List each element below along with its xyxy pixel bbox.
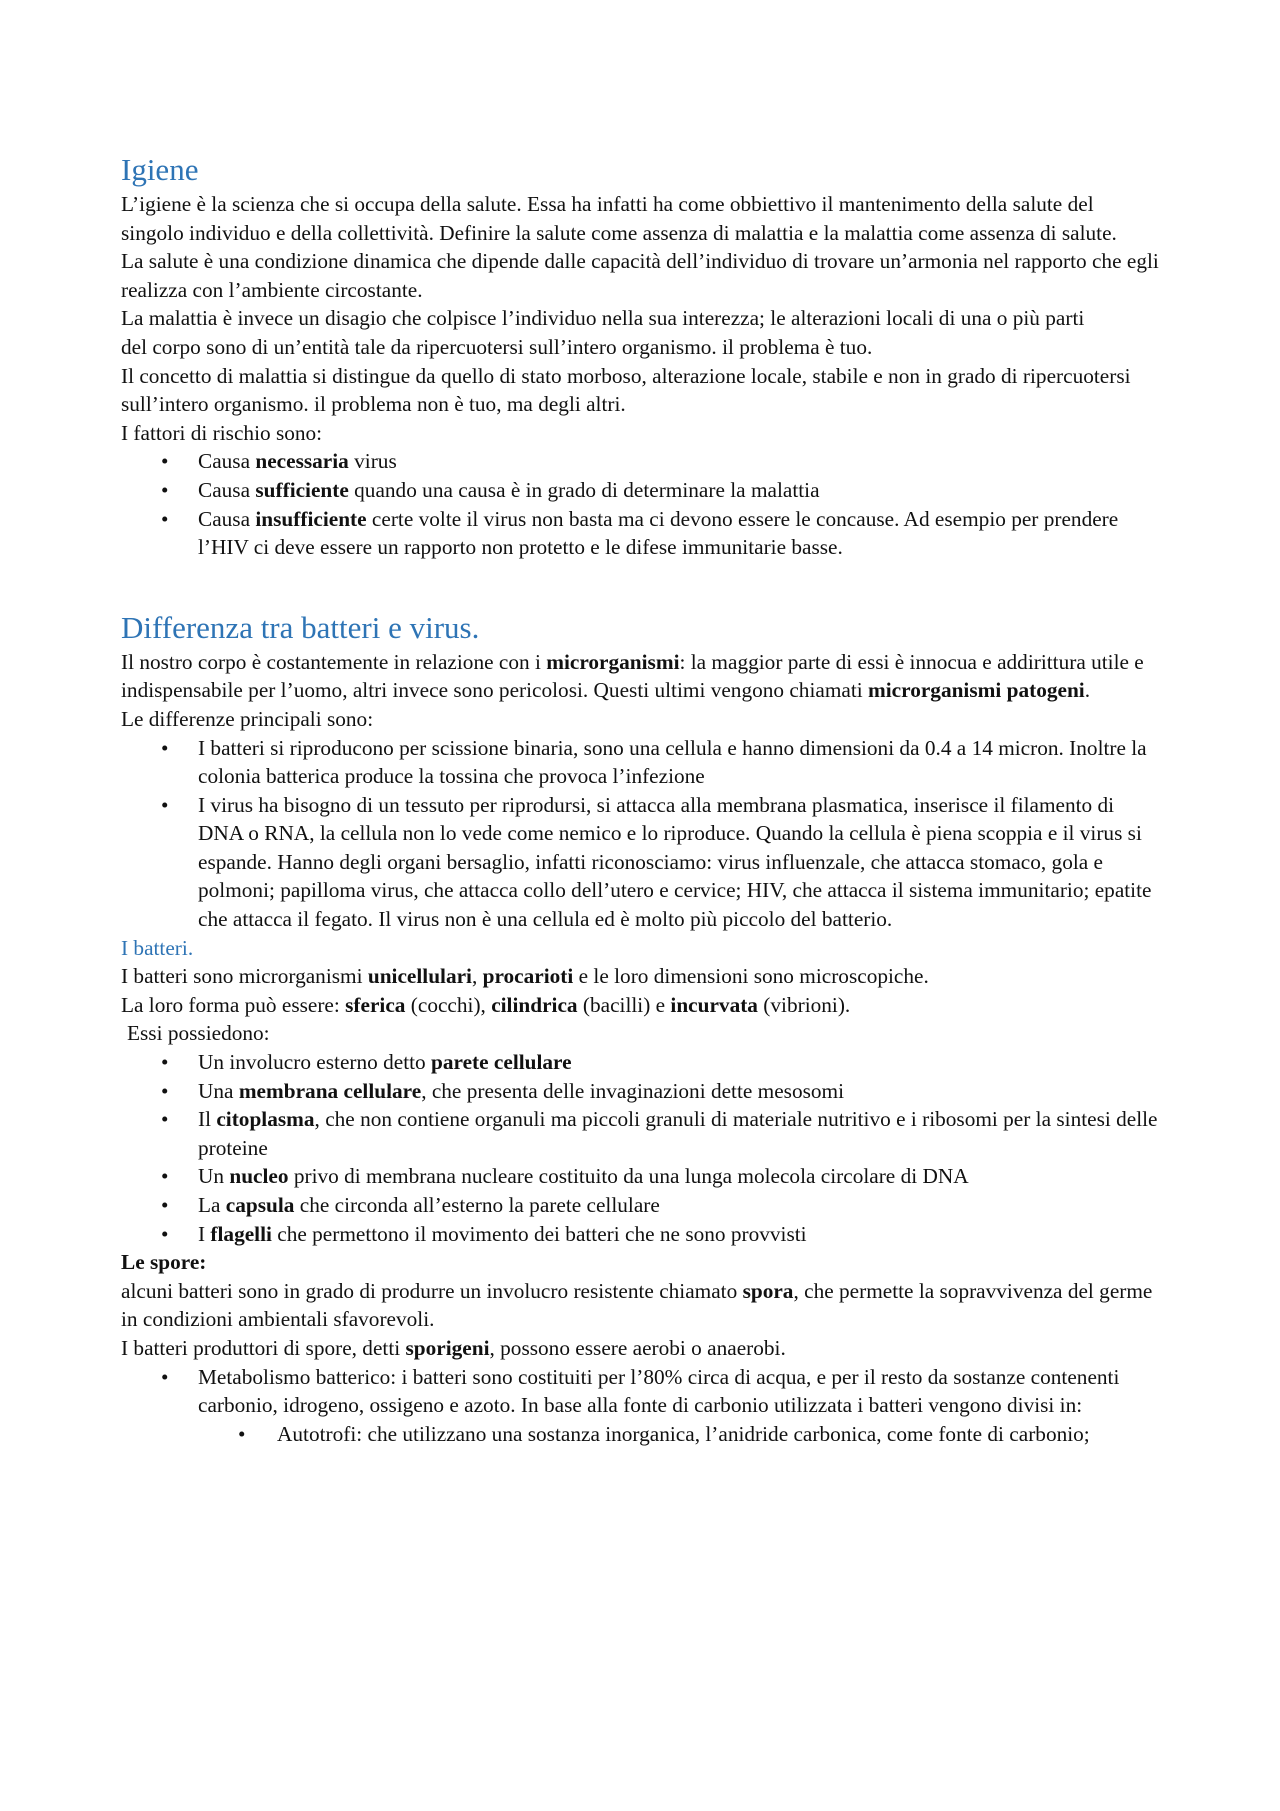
paragraph-igiene-definition: L’igiene è la scienza che si occupa della salute. Essa ha infatti ha come obbiettivo il mantenimento della salute del singolo individuo e della collettività. Definire la salute come assenza di malattia e la malattia come assenza di salute. — [121, 192, 1117, 245]
list-item: • Metabolismo batterico: i batteri sono costituiti per l’80% circa di acqua, e per il resto da sostanze contenenti carbonio, idrogeno, ossigeno e azoto. In base alla fonte di carbonio utilizzata i batteri vengono divisi in: — [121, 1363, 1160, 1420]
text-run: I batteri produttori di spore, detti — [121, 1335, 406, 1360]
list-item-bold: membrana cellulare — [238, 1078, 422, 1103]
list-item-text: che permettono il movimento dei batteri che ne sono provvisti — [271, 1221, 807, 1246]
bold-run: microrganismi — [546, 649, 680, 674]
list-item-text: virus — [348, 449, 397, 474]
list-item — [121, 1048, 1160, 1077]
list-item-text: , che non contiene organuli ma piccoli granuli di materiale nutritivo e i ribosomi per la sintesi delle proteine — [198, 1107, 1158, 1160]
bold-run: spora — [742, 1278, 794, 1303]
list-item-text: Il — [198, 1107, 217, 1132]
text-run: , — [471, 964, 483, 989]
text-run: Il nostro corpo è costantemente in relazione con i — [121, 649, 547, 674]
paragraph-malattia-continued: del corpo sono di un’entità tale da ripercuotersi sull’intero organismo. il problema è tuo. — [121, 334, 873, 359]
text-run: , possono essere aerobi o anaerobi. — [489, 1335, 786, 1360]
bold-run: Le spore: — [121, 1250, 207, 1275]
list-item-bold: insufficiente — [255, 506, 367, 531]
text-run: (vibrioni). — [757, 992, 851, 1017]
list-item — [121, 505, 1160, 562]
text-run: . — [1084, 678, 1091, 703]
paragraph-batteri-unicellulari — [121, 962, 1160, 991]
text-run: La loro forma può essere: — [121, 992, 346, 1017]
list-item — [121, 1105, 1160, 1162]
text-run: (bacilli) e — [577, 992, 671, 1017]
bacteria-parts-list — [121, 1048, 1160, 1248]
paragraph-microrganismi — [121, 648, 1160, 705]
list-item — [121, 1220, 1160, 1249]
heading-igiene: Igiene — [121, 152, 199, 187]
paragraph-salute: La salute è una condizione dinamica che dipende dalle capacità dell’individuo di trovare un’armonia nel rapporto che egli realizza con l’ambiente circostante. — [121, 249, 1159, 302]
paragraph-fattori-rischio: I fattori di rischio sono: — [121, 420, 323, 445]
text-run: alcuni batteri sono in grado di produrre un involucro resistente chiamato — [121, 1278, 743, 1303]
text-run: e le loro dimensioni sono microscopiche. — [573, 964, 929, 989]
paragraph-forma — [121, 991, 1160, 1020]
paragraph-sporigeni — [121, 1334, 1160, 1363]
bold-run: incurvata — [670, 992, 758, 1017]
bold-run: sporigeni — [405, 1335, 490, 1360]
list-item — [121, 1077, 1160, 1106]
bold-run: sferica — [345, 992, 406, 1017]
heading-differenza: Differenza tra batteri e virus. — [121, 609, 480, 645]
list-item-text: Una — [198, 1078, 239, 1103]
list-item-bold: parete cellulare — [431, 1050, 572, 1075]
list-item-text: privo di membrana nucleare costituito da una lunga molecola circolare di DNA — [288, 1164, 969, 1189]
bold-run: microrganismi patogeni — [868, 678, 1085, 703]
list-item-text: Causa — [198, 449, 256, 474]
list-item-bold: sufficiente — [255, 477, 349, 502]
list-item — [121, 447, 1160, 476]
text-run: (cocchi), — [405, 992, 492, 1017]
list-item-bold: nucleo — [229, 1164, 289, 1189]
bold-run: unicellulari — [367, 964, 472, 989]
metabolism-sublist — [121, 1420, 1160, 1449]
list-item-bold: necessaria — [255, 449, 349, 474]
list-item-text: Causa — [198, 477, 256, 502]
list-item-text: Un — [198, 1164, 230, 1189]
list-item-text: I — [198, 1221, 211, 1246]
paragraph-differenze: Le differenze principali sono: — [121, 706, 374, 731]
heading-batteri: I batteri. — [121, 935, 194, 960]
paragraph-stato-morboso: Il concetto di malattia si distingue da quello di stato morboso, alterazione locale, stabile e non in grado di ripercuotersi sull’intero organismo. il problema non è tuo, ma degli altri. — [121, 363, 1131, 417]
list-item — [121, 1191, 1160, 1220]
heading-spore — [121, 1248, 1160, 1277]
list-item-text: Causa — [198, 506, 256, 531]
list-item-text: , che presenta delle invaginazioni dette mesosomi — [421, 1078, 845, 1103]
list-item-text: La — [198, 1193, 226, 1217]
paragraph-possiedono: Essi possiedono: — [127, 1021, 270, 1046]
paragraph-malattia: La malattia è invece un disagio che colpisce l’individuo nella sua interezza; le alterazioni locali di una o più parti — [121, 306, 1085, 331]
list-item-bold: flagelli — [210, 1221, 272, 1246]
list-item: • Autotrofi: che utilizzano una sostanza inorganica, l’anidride carbonica, come fonte di carbonio; — [121, 1420, 1160, 1449]
risk-factor-list — [121, 447, 1160, 561]
bold-run: cilindrica — [491, 992, 578, 1017]
list-item — [121, 476, 1160, 505]
list-item: • I batteri si riproducono per scissione binaria, sono una cellula e hanno dimensioni da 0.4 a 14 micron. Inoltre la colonia batterica produce la tossina che provoca l’infezione — [121, 734, 1160, 791]
text-run: I batteri sono microrganismi — [121, 964, 368, 989]
list-item-text: quando una causa è in grado di determinare la malattia — [348, 477, 820, 502]
list-item: • I virus ha bisogno di un tessuto per riprodursi, si attacca alla membrana plasmatica, inserisce il filamento di DNA o RNA, la cellula non lo vede come nemico e lo riproduce. Quando la cellula è piena scoppia e il virus si espande. Hanno degli organi bersaglio, infatti riconosciamo: virus influenzale, che attacca stomaco, gola e polmoni; papilloma virus, che attacca collo dell’utero e cervice; HIV, che attacca il sistema immunitario; epatite che attacca il fegato. Il virus non è una cellula ed è molto più piccolo del batterio. — [121, 791, 1160, 934]
list-item-bold: citoplasma — [216, 1107, 315, 1132]
metabolism-list — [121, 1363, 1160, 1420]
list-item-bold: capsula — [225, 1193, 295, 1217]
differences-list — [121, 734, 1160, 934]
list-item-text: Un involucro esterno detto — [198, 1050, 432, 1075]
list-item — [121, 1162, 1160, 1191]
text-run: : la maggior parte di essi è innocua e addirittura utile e indispensabile per l’uomo, altri invece sono pericolosi. Questi ultimi vengono chiamati — [121, 649, 1144, 703]
paragraph-spora — [121, 1277, 1160, 1334]
list-item-text: certe volte il virus non basta ma ci devono essere le concause. Ad esempio per prendere l’HIV ci deve essere un rapporto non protetto e le difese immunitarie basse. — [198, 506, 1119, 560]
list-item-text: che circonda all’esterno la parete cellulare — [294, 1193, 660, 1217]
bold-run: procarioti — [482, 964, 574, 989]
text-run: , che permette la sopravvivenza del germe in condizioni ambientali sfavorevoli. — [121, 1278, 1153, 1332]
